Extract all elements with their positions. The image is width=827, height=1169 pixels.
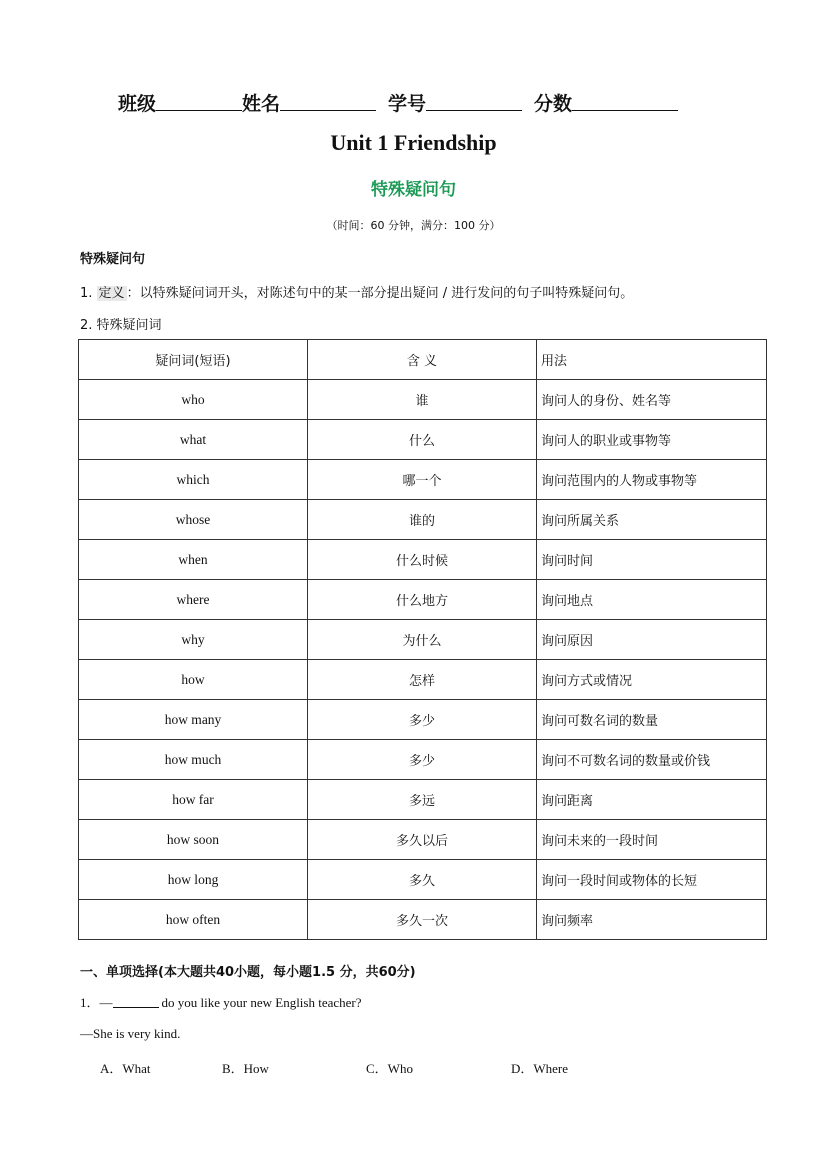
question-word-cell: where bbox=[79, 580, 308, 620]
meaning-cell: 哪一个 bbox=[308, 460, 537, 500]
question-text: do you like your new English teacher? bbox=[161, 995, 362, 1010]
usage-cell: 询问不可数名词的数量或价钱 bbox=[537, 740, 767, 780]
meaning-cell: 多久以后 bbox=[308, 820, 537, 860]
section-heading: 特殊疑问句 bbox=[80, 252, 146, 267]
score-label: 分数 bbox=[534, 93, 573, 115]
usage-cell: 询问距离 bbox=[537, 780, 767, 820]
table-header-cell: 含 义 bbox=[308, 340, 537, 380]
table-row bbox=[79, 780, 767, 820]
meaning-cell: 多远 bbox=[308, 780, 537, 820]
table-row bbox=[79, 620, 767, 660]
table-header-row bbox=[79, 340, 767, 380]
question-word-cell: when bbox=[79, 540, 308, 580]
usage-cell: 询问人的职业或事物等 bbox=[537, 420, 767, 460]
question-word-table bbox=[78, 339, 767, 940]
class-blank[interactable] bbox=[156, 109, 242, 111]
usage-cell: 询问时间 bbox=[537, 540, 767, 580]
question-word-cell: who bbox=[79, 380, 308, 420]
student-info-line bbox=[118, 88, 727, 116]
page-title: Unit 1 Friendship bbox=[330, 130, 497, 155]
table-row bbox=[79, 660, 767, 700]
question-1-stem bbox=[80, 992, 362, 1011]
student-no-blank[interactable] bbox=[426, 109, 522, 111]
meaning-cell: 什么时候 bbox=[308, 540, 537, 580]
definition-number: 1. bbox=[80, 286, 93, 301]
student-no-label: 学号 bbox=[388, 93, 427, 115]
definition-tag: 定义 bbox=[98, 286, 125, 301]
meaning-cell: 多少 bbox=[308, 700, 537, 740]
table-row bbox=[79, 500, 767, 540]
exercise-section-title: 一、单项选择(本大题共40小题，每小题1.5 分，共60分) bbox=[80, 965, 416, 980]
table-header-cell: 用法 bbox=[537, 340, 767, 380]
usage-cell: 询问一段时间或物体的长短 bbox=[537, 860, 767, 900]
option-a[interactable]: A．What bbox=[100, 1061, 151, 1076]
question-word-cell: how bbox=[79, 660, 308, 700]
meaning-cell: 多久 bbox=[308, 860, 537, 900]
name-blank[interactable] bbox=[280, 109, 376, 111]
table-row bbox=[79, 860, 767, 900]
meaning-cell: 什么 bbox=[308, 420, 537, 460]
usage-cell: 询问方式或情况 bbox=[537, 660, 767, 700]
meaning-cell: 谁 bbox=[308, 380, 537, 420]
definition-text: ：以特殊疑问词开头，对陈述句中的某一部分提出疑问 / 进行发问的句子叫特殊疑问句。 bbox=[126, 286, 634, 301]
option-c[interactable]: C．Who bbox=[366, 1061, 413, 1076]
option-b[interactable]: B．How bbox=[222, 1061, 269, 1076]
option-d[interactable]: D．Where bbox=[511, 1061, 569, 1076]
class-label: 班级 bbox=[118, 93, 157, 115]
usage-cell: 询问频率 bbox=[537, 900, 767, 940]
usage-cell: 询问所属关系 bbox=[537, 500, 767, 540]
usage-cell: 询问地点 bbox=[537, 580, 767, 620]
meaning-cell: 为什么 bbox=[308, 620, 537, 660]
table-row bbox=[79, 820, 767, 860]
usage-cell: 询问原因 bbox=[537, 620, 767, 660]
question-word-cell: how much bbox=[79, 740, 308, 780]
question-word-cell: how often bbox=[79, 900, 308, 940]
question-word-cell: what bbox=[79, 420, 308, 460]
answer-blank[interactable] bbox=[113, 1006, 159, 1008]
page-subtitle: 特殊疑问句 bbox=[371, 180, 456, 200]
question-1-reply: —She is very kind. bbox=[80, 1026, 181, 1041]
meaning-cell: 什么地方 bbox=[308, 580, 537, 620]
table-row bbox=[79, 380, 767, 420]
table-row bbox=[79, 900, 767, 940]
usage-cell: 询问未来的一段时间 bbox=[537, 820, 767, 860]
score-blank[interactable] bbox=[572, 109, 678, 111]
table-row bbox=[79, 420, 767, 460]
question-word-cell: which bbox=[79, 460, 308, 500]
meaning-cell: 谁的 bbox=[308, 500, 537, 540]
usage-cell: 询问人的身份、姓名等 bbox=[537, 380, 767, 420]
table-row bbox=[79, 580, 767, 620]
table-header-cell: 疑问词(短语) bbox=[79, 340, 308, 380]
question-word-cell: whose bbox=[79, 500, 308, 540]
table-row bbox=[79, 740, 767, 780]
usage-cell: 询问可数名词的数量 bbox=[537, 700, 767, 740]
question-word-cell: how soon bbox=[79, 820, 308, 860]
question-number: 1．— bbox=[80, 995, 113, 1010]
usage-cell: 询问范围内的人物或事物等 bbox=[537, 460, 767, 500]
meaning-cell: 多久一次 bbox=[308, 900, 537, 940]
table-row bbox=[79, 460, 767, 500]
question-word-cell: how long bbox=[79, 860, 308, 900]
meaning-cell: 怎样 bbox=[308, 660, 537, 700]
list-item-2: 2. 特殊疑问词 bbox=[80, 318, 162, 333]
meaning-cell: 多少 bbox=[308, 740, 537, 780]
question-word-cell: why bbox=[79, 620, 308, 660]
definition-line bbox=[80, 282, 633, 301]
question-word-cell: how far bbox=[79, 780, 308, 820]
time-note: （时间：60 分钟，满分：100 分） bbox=[326, 219, 501, 232]
table-row bbox=[79, 700, 767, 740]
question-word-cell: how many bbox=[79, 700, 308, 740]
name-label: 姓名 bbox=[242, 93, 281, 115]
table-row bbox=[79, 540, 767, 580]
